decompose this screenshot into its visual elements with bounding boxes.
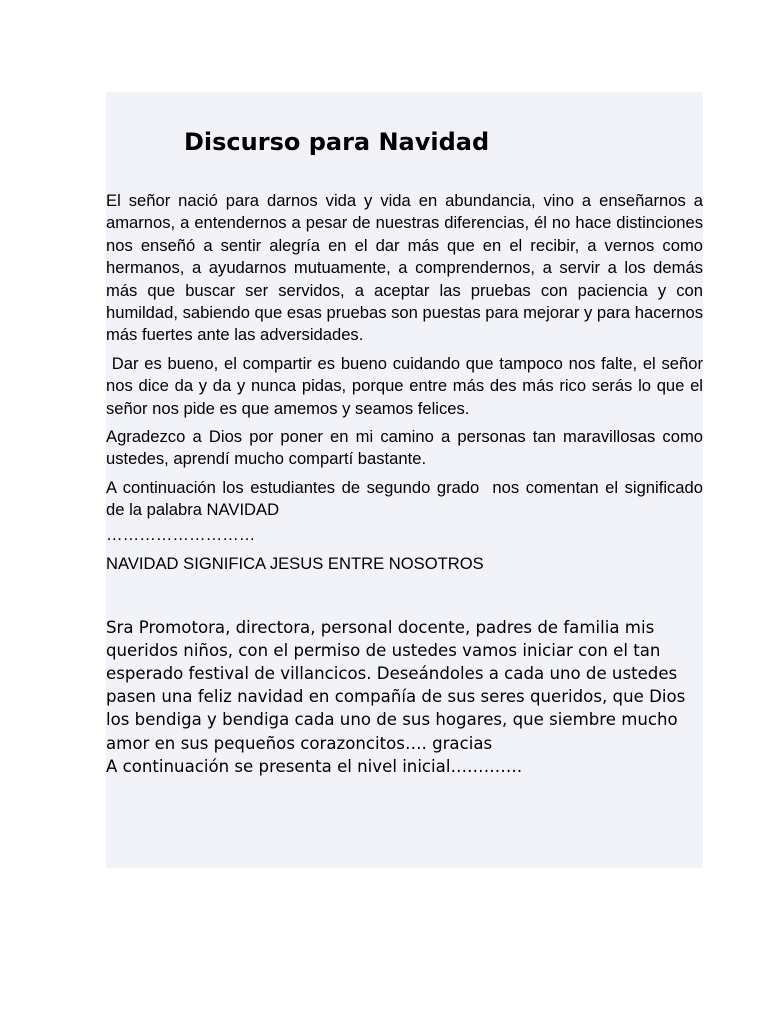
document-body <box>106 190 708 778</box>
navidad-meaning-line: NAVIDAD SIGNIFICA JESUS ENTRE NOSOTROS <box>106 554 484 574</box>
dots-separator: ……………………… <box>106 524 256 544</box>
document-content <box>106 92 708 868</box>
closing-paragraph: Sra Promotora, directora, personal docente, padres de familia mis queridos niños, con el permiso de ustedes vamos iniciar con el tan esperado festival de villancicos. Deseándoles a cada uno de ustedes pasen una feliz navidad en compañía de sus seres queridos, que Dios los bendiga y bendiga cada uno de sus hogares, que siembre mucho amor en sus pequeños corazoncitos…. gracias <box>106 617 686 753</box>
paragraph-2: Dar es bueno, el compartir es bueno cuidando que tampoco nos falte, el señor nos dice da y da y nunca pidas, porque entre más des más rico serás lo que el señor nos pide es que amemos y seamos felices. <box>106 353 708 418</box>
paragraph-4: A continuación los estudiantes de segundo grado nos comentan el significado de la palabra NAVIDAD <box>106 477 708 520</box>
closing-line: A continuación se presenta el nivel inicial…………. <box>106 756 523 776</box>
document-title: Discurso para Navidad <box>184 128 490 156</box>
paragraph-3: Agradezco a Dios por poner en mi camino a personas tan maravillosas como ustedes, aprendí mucho compartí bastante. <box>106 427 703 469</box>
paragraph-1: El señor nació para darnos vida y vida en abundancia, vino a enseñarnos a amarnos, a entendernos a pesar de nuestras diferencias, él no hace distinciones nos enseñó a sentir alegría en el dar más que en el recibir, a vernos como hermanos, a ayudarnos mutuamente, a comprendernos, a servir a los demás más que buscar ser servidos, a aceptar las pruebas con paciencia y con humildad, sabiendo que esas pruebas son puestas para mejorar y para hacernos más fuertes ante las adversidades. <box>106 191 703 345</box>
